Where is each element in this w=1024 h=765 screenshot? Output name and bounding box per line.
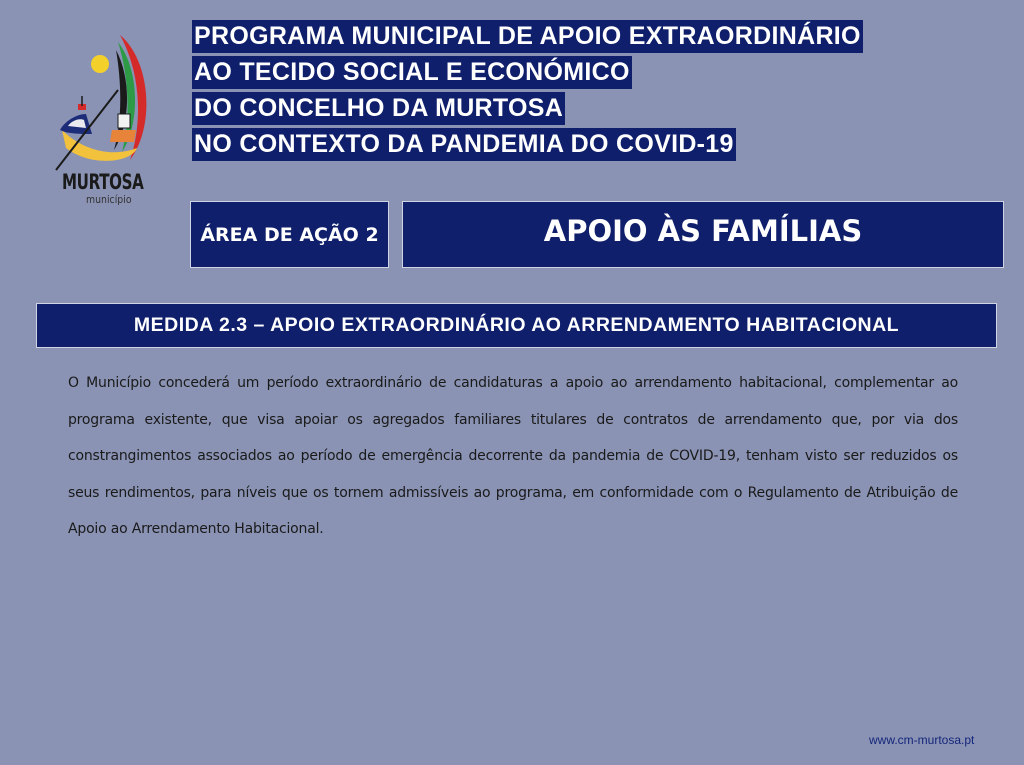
measure-description: O Município concederá um período extraordinário de candidaturas a apoio ao arrendamento habitacional, complementar ao programa existente, que visa apoiar os agregados familiares titulares de contratos de arrendamento que, por via dos constrangimentos associados ao período de emergência decorrente da pandemia de COVID-19, tenham visto ser reduzidos os seus rendimentos, para níveis que os tornem admissíveis ao programa, em conformidade com o Regulamento de Atribuição de Apoio ao Arrendamento Habitacional. (68, 375, 958, 537)
title-line-2: AO TECIDO SOCIAL E ECONÓMICO (192, 56, 632, 89)
title-line-3: DO CONCELHO DA MURTOSA (192, 92, 565, 125)
title-line-1: PROGRAMA MUNICIPAL DE APOIO EXTRAORDINÁRIO (192, 20, 863, 53)
title-line-4: NO CONTEXTO DA PANDEMIA DO COVID-19 (192, 128, 736, 161)
website-link[interactable]: www.cm-murtosa.pt (869, 733, 975, 747)
logo-name: MURTOSA (62, 170, 144, 194)
program-title (192, 20, 863, 164)
measure-title: MEDIDA 2.3 – APOIO EXTRAORDINÁRIO AO ARRENDAMENTO HABITACIONAL (36, 303, 997, 348)
logo-subtitle: município (86, 193, 132, 206)
action-area-title: APOIO ÀS FAMÍLIAS (402, 201, 1004, 268)
action-area-label: ÁREA DE AÇÃO 2 (190, 201, 389, 268)
